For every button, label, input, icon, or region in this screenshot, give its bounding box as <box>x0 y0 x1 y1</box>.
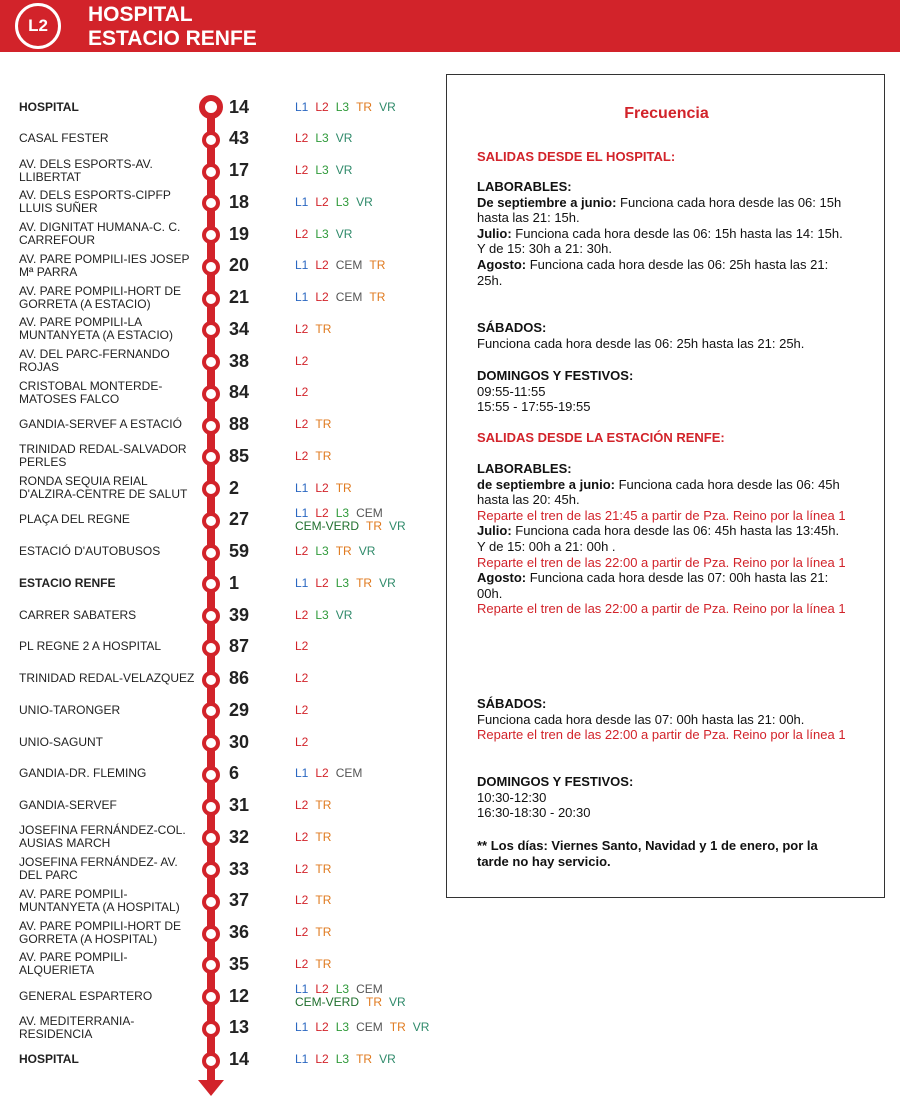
connecting-lines <box>295 282 445 314</box>
stop-name: AV. DIGNITAT HUMANA-C. C. CARREFOUR <box>19 220 181 247</box>
line-tag: L2 <box>295 829 309 844</box>
renfe-sept-june: de septiembre a junio: Funciona cada hora desde las 06: 45h hasta las 20: 45h. <box>477 476 840 508</box>
hospital-weekdays-label: LABORABLES: <box>477 179 572 194</box>
line-tag: L2 <box>315 480 329 495</box>
line-tag: CEM-VERD <box>295 995 360 1009</box>
connecting-lines <box>295 218 445 250</box>
line-tag: L2 <box>315 1052 329 1066</box>
connecting-lines <box>295 186 445 218</box>
line-tag: L2 <box>295 353 309 368</box>
route-title <box>88 3 257 51</box>
line-tag: CEM <box>356 982 383 996</box>
stop-row <box>0 91 445 123</box>
line-tag: TR <box>356 99 373 114</box>
stop-number: 39 <box>229 604 250 625</box>
line-tag: TR <box>356 1052 373 1066</box>
stop-number: 85 <box>229 445 250 466</box>
stop-marker-icon <box>202 385 220 403</box>
stop-name: AV. PARE POMPILI-ALQUERIETA <box>19 950 128 978</box>
stop-row <box>0 504 445 536</box>
line-tag: VR <box>412 1020 430 1035</box>
stop-marker-icon <box>202 1052 220 1070</box>
connecting-lines <box>295 1012 445 1044</box>
stop-number: 27 <box>229 509 250 530</box>
stop-number: 33 <box>229 858 250 879</box>
stop-name: GANDIA-SERVEF A ESTACIÓ <box>19 417 182 431</box>
line-tag: L3 <box>335 99 350 114</box>
stop-row <box>0 567 445 599</box>
stop-marker-icon <box>202 448 220 466</box>
renfe-july-note: Reparte el tren de las 22:00 a partir de Pza. Reino por la línea 1 <box>477 554 846 570</box>
stop-name: AV. MEDITERRANIA-RESIDENCIA <box>19 1013 135 1041</box>
stop-row <box>0 536 445 568</box>
stop-marker-icon <box>202 290 220 308</box>
line-tag: L2 <box>315 575 329 590</box>
stop-number: 18 <box>229 191 250 212</box>
line-tag: L2 <box>295 131 309 146</box>
stop-number: 84 <box>229 382 250 403</box>
line-tag: L1 <box>295 766 309 781</box>
hospital-july: Julio: Funciona cada hora desde las 06: 15h hasta las 14: 15h. <box>477 225 843 241</box>
line-tag: VR <box>335 131 353 146</box>
line-tag: L2 <box>295 321 309 336</box>
renfe-saturday-schedule <box>477 696 852 743</box>
line-tag: TR <box>356 575 373 590</box>
hospital-departures-heading: SALIDAS DESDE EL HOSPITAL: <box>477 149 676 164</box>
stop-number: 20 <box>229 255 250 276</box>
line-tag: CEM <box>335 766 363 781</box>
stop-number: 14 <box>229 96 250 117</box>
line-tag: L2 <box>295 607 309 622</box>
stop-marker-icon <box>202 480 220 498</box>
line-tag: L1 <box>295 194 309 209</box>
renfe-departures-heading: SALIDAS DESDE LA ESTACIÓN RENFE: <box>477 430 725 445</box>
line-tag: L1 <box>295 1020 309 1035</box>
line-tag: TR <box>315 417 332 431</box>
stop-number: 14 <box>229 1049 250 1069</box>
frequency-title: Frecuencia <box>624 105 709 122</box>
line-tag: L2 <box>315 505 329 520</box>
line-tag: CEM <box>356 505 383 520</box>
stop-name: HOSPITAL <box>19 99 79 114</box>
stop-marker-icon <box>202 734 220 752</box>
stop-number: 17 <box>229 160 250 180</box>
stop-marker-icon <box>202 1020 220 1038</box>
connecting-lines <box>295 821 445 853</box>
line-tag: L2 <box>295 798 309 812</box>
line-tag: L2 <box>295 544 309 558</box>
renfe-sunday-morning: 10:30-12:30 <box>477 789 547 805</box>
stop-marker-icon <box>202 417 220 435</box>
stop-number: 6 <box>229 763 240 784</box>
stop-marker-icon <box>202 544 220 562</box>
line-tag: L1 <box>295 290 309 304</box>
stop-marker-icon <box>202 639 220 657</box>
stop-marker-icon <box>202 956 220 974</box>
stop-number: 13 <box>229 1017 250 1038</box>
line-tag: CEM <box>335 258 363 273</box>
line-tag: L2 <box>295 956 309 971</box>
stop-marker-icon <box>202 226 220 244</box>
connecting-lines <box>295 440 445 472</box>
connecting-lines <box>295 790 445 822</box>
line-tag: L2 <box>295 163 309 177</box>
stop-name: GANDIA-SERVEF <box>19 798 117 812</box>
stop-row <box>0 155 445 187</box>
line-tag: L1 <box>295 480 309 495</box>
stop-name: AV. DELS ESPORTS-AV. LLIBERTAT <box>19 156 153 184</box>
renfe-sept-june-note: Reparte el tren de las 21:45 a partir de Pza. Reino por la línea 1 <box>477 507 846 523</box>
stop-number: 21 <box>229 287 250 307</box>
hospital-sunday-afternoon: 15:55 - 17:55-19:55 <box>477 399 591 415</box>
stop-row <box>0 631 445 663</box>
renfe-weekdays-label: LABORABLES: <box>477 461 572 476</box>
line-tag: L2 <box>295 226 309 241</box>
connecting-lines <box>295 536 445 568</box>
stop-row <box>0 599 445 631</box>
stop-name: CRISTOBAL MONTERDE-MATOSES FALCO <box>19 378 163 406</box>
hospital-august: Agosto: Funciona cada hora desde las 06: 25h hasta las 21: 25h. <box>477 256 829 288</box>
line-tag: TR <box>315 861 332 876</box>
connecting-lines <box>295 1044 445 1076</box>
stop-marker-icon <box>202 988 220 1006</box>
stop-marker-icon <box>202 512 220 530</box>
stop-name: PLAÇA DEL REGNE <box>19 512 130 527</box>
stop-name: PL REGNE 2 A HOSPITAL <box>19 639 162 654</box>
line-tag: L1 <box>295 982 309 996</box>
stop-name: CARRER SABATERS <box>19 607 137 622</box>
renfe-sunday-schedule <box>477 774 852 821</box>
line-tag: L1 <box>295 575 309 590</box>
line-tag: L2 <box>295 702 309 717</box>
stop-marker-icon <box>202 131 220 149</box>
line-tag: L3 <box>335 1052 350 1066</box>
stop-row <box>0 790 445 822</box>
connecting-lines <box>295 980 445 1012</box>
stop-row <box>0 440 445 472</box>
stop-name: GANDIA-DR. FLEMING <box>19 766 147 781</box>
stop-marker-icon <box>199 95 223 119</box>
stop-marker-icon <box>202 163 220 181</box>
line-tag: L2 <box>295 861 309 876</box>
hospital-sunday-morning: 09:55-11:55 <box>477 383 546 399</box>
line-tag: TR <box>315 925 332 939</box>
line-tag: L2 <box>315 258 329 273</box>
stop-marker-icon <box>202 607 220 625</box>
connecting-lines <box>295 472 445 504</box>
line-tag: VR <box>389 995 406 1009</box>
stop-row <box>0 980 445 1012</box>
line-tag: L2 <box>315 766 329 781</box>
stop-name: CASAL FESTER <box>19 131 109 146</box>
stop-number: 30 <box>229 731 250 752</box>
line-tag: CEM <box>335 290 363 304</box>
stop-name: HOSPITAL <box>19 1052 79 1066</box>
connecting-lines <box>295 345 445 377</box>
line-tag: L3 <box>335 505 350 520</box>
route-title-destination: ESTACIO RENFE <box>88 27 257 50</box>
line-tag: L3 <box>335 575 350 590</box>
renfe-august: Agosto: Funciona cada hora desde las 07: 00h hasta las 21: 00h. <box>477 570 829 601</box>
connecting-lines <box>295 853 445 885</box>
line-tag: TR <box>315 798 332 812</box>
line-header <box>0 0 900 52</box>
stop-row <box>0 663 445 695</box>
stop-name: GENERAL ESPARTERO <box>19 988 153 1003</box>
line-tag: VR <box>358 544 376 558</box>
stop-number: 1 <box>229 572 240 593</box>
hospital-sunday-label: DOMINGOS Y FESTIVOS: <box>477 368 634 383</box>
connecting-lines <box>295 313 445 345</box>
stop-name: AV. PARE POMPILI-HORT DE GORRETA (A HOSPITAL) <box>19 918 182 946</box>
line-tag: L2 <box>295 734 309 749</box>
line-tag: L2 <box>315 99 329 114</box>
line-tag: L3 <box>315 131 329 146</box>
line-tag: VR <box>335 226 353 241</box>
line-tag: VR <box>335 163 353 177</box>
connecting-lines <box>295 631 445 663</box>
line-tag: L3 <box>335 982 350 996</box>
hospital-july-afternoon: Y de 15: 30h a 21: 30h. <box>477 241 612 257</box>
line-tag: VR <box>335 607 353 622</box>
stop-row <box>0 758 445 790</box>
connecting-lines <box>295 409 445 441</box>
stop-number: 31 <box>229 795 250 815</box>
stop-row <box>0 726 445 758</box>
line-tag: TR <box>335 480 352 495</box>
connecting-lines <box>295 726 445 758</box>
line-tag: L2 <box>315 290 329 304</box>
stop-number: 34 <box>229 318 250 339</box>
line-tag: TR <box>369 290 386 304</box>
line-tag: TR <box>315 321 332 336</box>
stop-marker-icon <box>202 575 220 593</box>
stop-row <box>0 123 445 155</box>
stop-number: 38 <box>229 350 250 371</box>
line-tag: L1 <box>295 505 309 520</box>
renfe-sunday-label: DOMINGOS Y FESTIVOS: <box>477 774 634 789</box>
stop-number: 35 <box>229 953 250 974</box>
line-tag: TR <box>315 829 332 844</box>
stop-name: TRINIDAD REDAL-SALVADOR PERLES <box>19 442 187 470</box>
stop-name: JOSEFINA FERNÁNDEZ-COL. AUSIAS MARCH <box>19 823 186 851</box>
line-tag: L2 <box>315 1020 329 1035</box>
stop-name: ESTACIO RENFE <box>19 575 116 590</box>
line-tag: L2 <box>295 893 309 908</box>
line-badge: L2 <box>15 3 61 49</box>
stop-marker-icon <box>202 353 220 371</box>
connecting-lines <box>295 694 445 726</box>
stop-number: 32 <box>229 826 250 847</box>
stop-name: AV. DEL PARC-FERNANDO ROJAS <box>19 347 170 374</box>
stop-name: AV. PARE POMPILI-MUNTANYETA (A HOSPITAL) <box>19 886 180 914</box>
stop-row <box>0 948 445 980</box>
renfe-july-afternoon: Y de 15: 00h a 21: 00h . <box>477 538 616 554</box>
stop-marker-icon <box>202 258 220 276</box>
hospital-sept-june: De septiembre a junio: Funciona cada hora desde las 06: 15h hasta las 21: 15h. <box>477 194 842 226</box>
connecting-lines <box>295 948 445 980</box>
connecting-lines <box>295 917 445 949</box>
stop-number: 37 <box>229 890 250 911</box>
stop-marker-icon <box>202 194 220 212</box>
stop-name: JOSEFINA FERNÁNDEZ- AV. DEL PARC <box>19 855 178 882</box>
stop-marker-icon <box>202 893 220 911</box>
stop-number: 2 <box>229 477 240 498</box>
stop-row <box>0 250 445 282</box>
connecting-lines <box>295 504 445 536</box>
stop-row <box>0 694 445 726</box>
stop-row <box>0 1044 445 1076</box>
connecting-lines <box>295 599 445 631</box>
route-direction-arrow-icon <box>198 1080 224 1096</box>
stop-name: AV. PARE POMPILI-HORT DE GORRETA (A ESTACIO) <box>19 283 182 311</box>
hospital-saturday-schedule <box>477 320 852 351</box>
line-tag: VR <box>356 194 373 209</box>
stop-number: 59 <box>229 541 250 561</box>
holiday-footnote: ** Los días: Viernes Santo, Navidad y 1 de enero, por la tarde no hay servicio. <box>477 838 818 869</box>
stop-row <box>0 917 445 949</box>
stop-marker-icon <box>202 798 220 816</box>
stop-row <box>0 377 445 409</box>
stop-number: 36 <box>229 922 250 942</box>
line-tag: L2 <box>295 671 309 685</box>
frequency-panel <box>446 74 885 898</box>
renfe-saturday-text: Funciona cada hora desde las 07: 00h hasta las 21: 00h. <box>477 711 805 727</box>
stop-row <box>0 282 445 314</box>
connecting-lines <box>295 155 445 187</box>
hospital-sunday-schedule <box>477 368 852 415</box>
stop-marker-icon <box>202 671 220 689</box>
stop-number: 12 <box>229 985 250 1006</box>
stop-marker-icon <box>202 829 220 847</box>
stop-marker-icon <box>202 702 220 720</box>
line-tag: VR <box>389 518 406 533</box>
connecting-lines <box>295 567 445 599</box>
stop-name: AV. PARE POMPILI-IES JOSEP Mª PARRA <box>19 251 190 279</box>
stop-row <box>0 821 445 853</box>
stop-name: AV. DELS ESPORTS-CIPFP LLUIS SUÑER <box>19 188 171 216</box>
stop-number: 88 <box>229 414 250 434</box>
stop-row <box>0 186 445 218</box>
connecting-lines <box>295 91 445 123</box>
stop-number: 29 <box>229 699 250 720</box>
hospital-weekday-schedule <box>477 179 852 288</box>
line-tag: L3 <box>315 544 329 558</box>
line-tag: L3 <box>335 194 350 209</box>
stop-marker-icon <box>202 861 220 879</box>
stop-number: 19 <box>229 223 250 244</box>
stop-marker-icon <box>202 766 220 784</box>
line-tag: L3 <box>315 226 329 241</box>
line-tag: TR <box>335 544 352 558</box>
renfe-july: Julio: Funciona cada hora desde las 06: 45h hasta las 13:45h. <box>477 523 840 539</box>
line-tag: L2 <box>315 982 329 996</box>
stop-number: 86 <box>229 668 250 688</box>
line-tag: TR <box>315 893 332 908</box>
stop-row <box>0 345 445 377</box>
line-tag: VR <box>379 1052 396 1066</box>
line-tag: L2 <box>295 448 309 463</box>
stop-marker-icon <box>202 925 220 943</box>
stop-row <box>0 885 445 917</box>
connecting-lines <box>295 885 445 917</box>
stop-name: UNIO-SAGUNT <box>19 734 103 749</box>
line-tag: L2 <box>295 385 309 400</box>
connecting-lines <box>295 663 445 695</box>
line-tag: CEM <box>356 1020 383 1035</box>
line-tag: CEM-VERD <box>295 518 360 533</box>
line-tag: TR <box>315 956 332 971</box>
line-tag: TR <box>315 448 332 463</box>
line-tag: L3 <box>335 1020 350 1035</box>
connecting-lines <box>295 250 445 282</box>
line-tag: L2 <box>295 417 309 431</box>
stop-name: RONDA SEQUIA REIAL D'ALZIRA-CENTRE DE SALUT <box>19 474 188 501</box>
stop-row <box>0 472 445 504</box>
line-tag: TR <box>366 995 383 1009</box>
line-tag: VR <box>379 99 396 114</box>
stop-row <box>0 853 445 885</box>
stop-name: ESTACIÓ D'AUTOBUSOS <box>19 544 161 558</box>
stop-name: TRINIDAD REDAL-VELAZQUEZ <box>19 671 195 685</box>
stop-row <box>0 1012 445 1044</box>
hospital-saturday-text: Funciona cada hora desde las 06: 25h hasta las 21: 25h. <box>477 335 805 351</box>
connecting-lines <box>295 377 445 409</box>
connecting-lines <box>295 758 445 790</box>
stop-row <box>0 409 445 441</box>
line-tag: VR <box>379 575 396 590</box>
stop-marker-icon <box>202 321 220 339</box>
line-tag: L2 <box>295 639 309 654</box>
route-title-origin: HOSPITAL <box>88 3 193 26</box>
line-tag: L1 <box>295 1052 309 1066</box>
stop-name: AV. PARE POMPILI-LA MUNTANYETA (A ESTACIO) <box>19 315 174 343</box>
renfe-sunday-afternoon: 16:30-18:30 - 20:30 <box>477 805 591 821</box>
renfe-weekday-schedule <box>477 461 852 617</box>
stop-row <box>0 313 445 345</box>
line-tag: L1 <box>295 258 309 273</box>
hospital-saturday-label: SÁBADOS: <box>477 320 547 335</box>
line-tag: TR <box>369 258 386 273</box>
stop-number: 43 <box>229 128 250 149</box>
renfe-saturday-note: Reparte el tren de las 22:00 a partir de Pza. Reino por la línea 1 <box>477 727 846 743</box>
line-tag: L3 <box>315 163 329 177</box>
line-tag: L1 <box>295 99 309 114</box>
renfe-august-note: Reparte el tren de las 22:00 a partir de Pza. Reino por la línea 1 <box>477 601 846 617</box>
connecting-lines <box>295 123 445 155</box>
stop-number: 87 <box>229 636 250 657</box>
line-tag: L2 <box>295 925 309 939</box>
line-tag: TR <box>389 1020 406 1035</box>
line-tag: TR <box>366 518 383 533</box>
line-tag: L3 <box>315 607 329 622</box>
line-tag: L2 <box>315 194 329 209</box>
stop-row <box>0 218 445 250</box>
stop-name: UNIO-TARONGER <box>19 702 121 717</box>
renfe-saturday-label: SÁBADOS: <box>477 696 547 711</box>
